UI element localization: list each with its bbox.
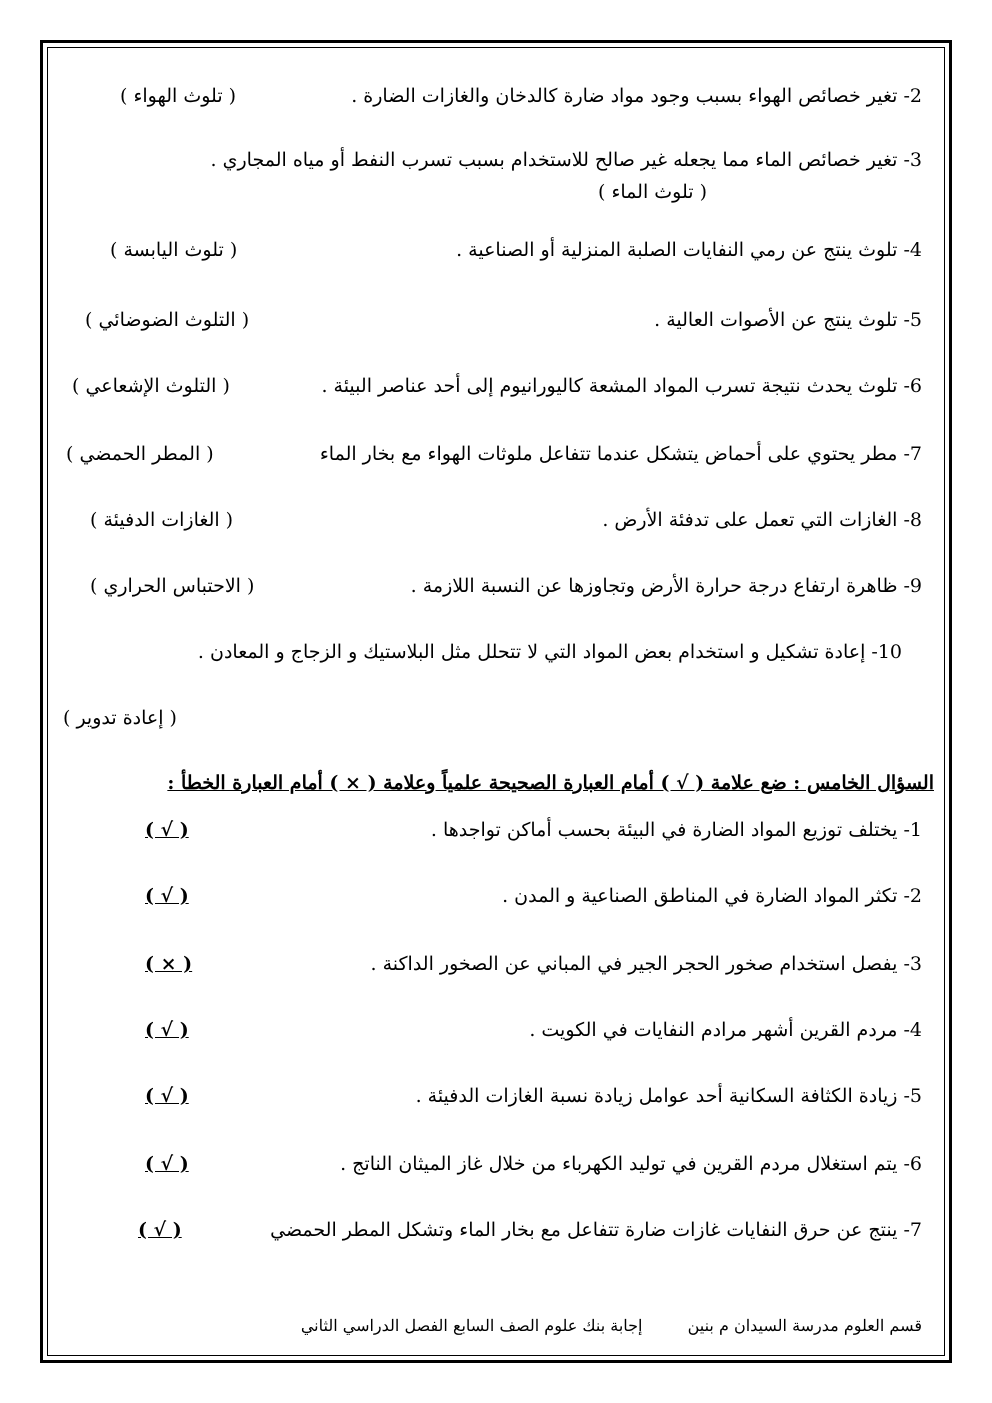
answer-mark: ( √ )	[145, 885, 189, 907]
section-heading: السؤال الخامس : ضع علامة ( √ ) أمام العبارة الصحيحة علمياً وعلامة ( × ) أمام العبارة الخطأ :	[167, 772, 934, 794]
statement-text: 7- ينتج عن حرق النفايات غازات ضارة تتفاعل مع بخار الماء وتشكل المطر الحمضي	[270, 1219, 922, 1241]
question-item-3	[60, 146, 922, 206]
question-text: 10- إعادة تشكيل و استخدام بعض المواد التي لا تتحلل مثل البلاستيك و الزجاج و المعادن .	[197, 641, 902, 663]
question-item-8	[60, 506, 922, 534]
statement-text: 2- تكثر المواد الضارة في المناطق الصناعية و المدن .	[502, 885, 922, 907]
answer-mark: ( √ )	[145, 1153, 189, 1175]
question-item-5	[60, 306, 922, 334]
true-false-item-1	[60, 816, 922, 844]
true-false-item-3	[60, 950, 922, 978]
question-item-2	[60, 82, 922, 110]
answer-text: ( تلوث الهواء )	[120, 85, 237, 107]
true-false-item-4	[60, 1016, 922, 1044]
answer-text: ( المطر الحمضي )	[66, 443, 214, 465]
question-text: 2- تغير خصائص الهواء بسبب وجود مواد ضارة كالدخان والغازات الضارة .	[351, 85, 922, 107]
true-false-item-5	[60, 1082, 922, 1110]
footer-school: قسم العلوم مدرسة السيدان م بنين	[687, 1316, 922, 1335]
question-text: 8- الغازات التي تعمل على تدفئة الأرض .	[602, 509, 922, 531]
question-item-9	[60, 572, 922, 600]
question-text: 6- تلوث يحدث نتيجة تسرب المواد المشعة كاليورانيوم إلى أحد عناصر البيئة .	[321, 375, 922, 397]
question-item-6	[60, 372, 922, 400]
question-text: 5- تلوث ينتج عن الأصوات العالية .	[654, 309, 922, 331]
statement-text: 6- يتم استغلال مردم القرين في توليد الكهرباء من خلال غاز الميثان الناتج .	[340, 1153, 922, 1175]
true-false-item-7	[60, 1216, 922, 1244]
question-text: 3- تغير خصائص الماء مما يجعله غير صالح للاستخدام بسبب تسرب النفط أو مياه المجاري .	[210, 149, 922, 171]
statement-text: 5- زيادة الكثافة السكانية أحد عوامل زيادة نسبة الغازات الدفيئة .	[415, 1085, 922, 1107]
question-item-7	[60, 440, 922, 468]
answer-text: ( الغازات الدفيئة )	[90, 509, 234, 531]
statement-text: 3- يفصل استخدام صخور الحجر الجير في المباني عن الصخور الداكنة .	[370, 953, 922, 975]
question-item-4	[60, 236, 922, 264]
answer-mark: ( √ )	[145, 1019, 189, 1041]
statement-text: 4- مردم القرين أشهر مرادم النفايات في الكويت .	[529, 1019, 922, 1041]
question-text: 7- مطر يحتوي على أحماض يتشكل عندما تتفاعل ملوثات الهواء مع بخار الماء	[319, 443, 922, 465]
answer-text: ( تلوث اليابسة )	[110, 239, 238, 261]
answer-text: ( إعادة تدوير )	[63, 707, 177, 729]
question-text: 4- تلوث ينتج عن رمي النفايات الصلبة المنزلية أو الصناعية .	[456, 239, 922, 261]
question-text: 9- ظاهرة ارتفاع درجة حرارة الأرض وتجاوزها عن النسبة اللازمة .	[410, 575, 922, 597]
answer-text: ( الاحتباس الحراري )	[90, 575, 255, 597]
answer-text: ( تلوث الماء )	[598, 181, 707, 203]
statement-text: 1- يختلف توزيع المواد الضارة في البيئة بحسب أماكن تواجدها .	[430, 819, 922, 841]
answer-text: ( التلوث الضوضائي )	[85, 309, 250, 331]
answer-mark: ( √ )	[145, 1085, 189, 1107]
true-false-item-6	[60, 1150, 922, 1178]
answer-mark: ( √ )	[138, 1219, 182, 1241]
true-false-item-2	[60, 882, 922, 910]
answer-text: ( التلوث الإشعاعي )	[72, 375, 230, 397]
answer-mark: ( × )	[145, 953, 193, 975]
answer-mark: ( √ )	[145, 819, 189, 841]
footer-title: إجابة بنك علوم الصف السابع الفصل الدراسي الثاني	[300, 1316, 643, 1335]
page-footer	[301, 1316, 922, 1335]
question-item-10	[60, 638, 902, 666]
